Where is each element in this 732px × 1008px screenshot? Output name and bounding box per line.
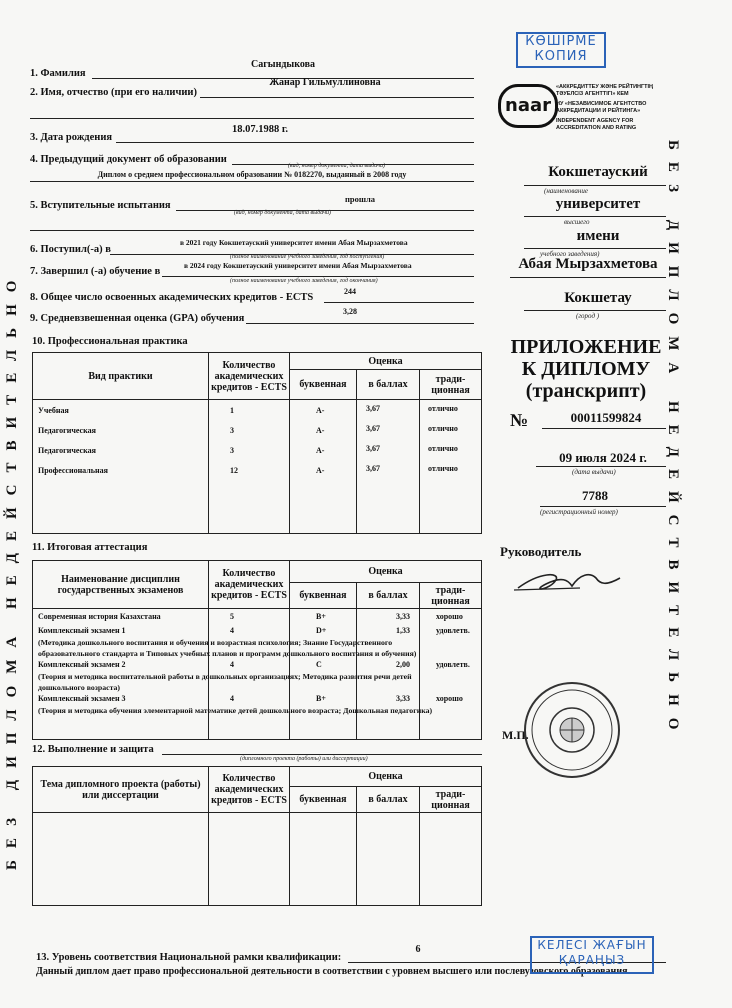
field-8-label: 8. Общее число освоенных академических кредитов - ECTS [30,292,314,303]
exam-cell-points: 3,33 [396,612,410,621]
exam-subtext: дошкольного возраста) [38,683,120,692]
exam-cell-name: Комплексный экзамен 3 [38,694,126,703]
practice-cell-points: 3,67 [366,444,380,453]
registration-number: 7788 [582,488,608,503]
title-line-2: К ДИПЛОМУ [521,358,651,380]
exam-subtext: (Методика дошкольного воспитания и обучения и возрастная психология; Знание Государственного [38,638,393,647]
title-line-3: (транскрипт) [525,380,647,402]
agency-text [556,84,668,132]
exam-cell-credits: 4 [230,626,234,635]
section-12-title: 12. Выполнение и защита [32,744,154,755]
city-hint: (город ) [576,312,600,320]
field-2-label: 2. Имя, отчество (при его наличии) [30,87,197,98]
exam-cell-credits: 4 [230,694,234,703]
field-4-hint: (вид, номер документа, дата выдачи) [288,163,386,169]
field-9-label: 9. Средневзвешенная оценка (GPA) обучения [30,313,245,324]
field-4-value: Диплом о среднем профессиональном образовании № 0182270, выданный в 2008 году [97,170,407,179]
practice-cell-letter: A- [316,446,325,455]
exam-subtext: (Теория и методика обучения элементарной математике детей дошкольного возраста; Дошкольная педагогика) [38,706,433,715]
practice-cell-trad: отлично [428,424,458,433]
practice-cell-name: Педагогическая [38,426,96,435]
exam-cell-name: Комплексный экзамен 1 [38,626,126,635]
field-5-label: 5. Вступительные испытания [30,200,171,211]
document-title [496,336,676,402]
section-10-title: 10. Профессиональная практика [32,336,188,347]
practice-cell-points: 3,67 [366,424,380,433]
practice-cell-credits: 12 [230,466,238,475]
col-traditional: тради-ционная [420,370,482,400]
practice-cell-name: Профессиональная [38,466,108,475]
col-thesis-topic: Тема дипломного проекта (работы) или диссертации [33,767,209,813]
practice-cell-trad: отлично [428,404,458,413]
col-grade: Оценка [290,353,482,370]
exam-subtext: (Теория и методика воспитательной работы в дошкольных организациях; Методика развития речи детей [38,672,412,681]
title-line-1: ПРИЛОЖЕНИЕ [510,336,662,358]
section-11-title: 11. Итоговая аттестация [32,542,148,553]
university-name-1: Кокшетауский [548,164,648,180]
col-grade: Оценка [290,767,482,787]
practice-cell-credits: 3 [230,446,234,455]
practice-cell-name: Педагогическая [38,446,96,455]
exam-cell-trad: хорошо [436,612,463,621]
field-6-value: в 2021 году Кокшетауский университет имени Абая Мырзахметова [180,238,408,247]
field-6-label: 6. Поступил(-а) в [30,244,111,255]
exam-cell-trad: удовлетв. [436,626,470,635]
copy-stamp [516,32,606,68]
exam-cell-points: 1,33 [396,626,410,635]
col-points: в баллах [357,370,420,400]
exam-cell-letter: D+ [316,626,327,635]
head-label: Руководитель [500,544,582,559]
transcript-number: 00011599824 [570,410,642,425]
exam-cell-points: 3,33 [396,694,410,703]
official-seal-icon [522,680,622,780]
practice-cell-trad: отлично [428,444,458,453]
city-name: Кокшетау [564,290,632,306]
practice-cell-credits: 1 [230,406,234,415]
stamp-line-2: КОПИЯ [534,49,588,64]
agency-line-1: «АККРЕДИТТЕУ ЖӘНЕ РЕЙТИНГТІҢ ТӘУЕЛСІЗ АГЕНТТІГІ» КЕМ [556,84,653,97]
field-6-hint: (полное наименование учебного заведения, год поступления) [230,254,385,260]
col-points: в баллах [357,787,420,813]
practice-cell-trad: отлично [428,464,458,473]
field-1-value: Сагындыкова [251,59,315,70]
section-13-value: 6 [415,944,421,955]
practice-cell-letter: A- [316,466,325,475]
exam-subtext: образовательного стандарта и Типовых учебных планов и программ дошкольного воспитания и обучения) [38,649,417,658]
col-points: в баллах [357,583,420,609]
col-grade: Оценка [290,561,482,583]
vertical-warning-left: БЕЗ ДИПЛОМА НЕДЕЙСТВИТЕЛЬНО [4,268,20,870]
exam-cell-credits: 5 [230,612,234,621]
field-7-label: 7. Завершил (-а) обучение в [30,266,161,277]
field-1-label: 1. Фамилия [30,68,86,79]
university-hint-1: (наименование [544,187,588,195]
practice-cell-name: Учебная [38,406,69,415]
field-3-label: 3. Дата рождения [30,132,113,143]
practice-cell-letter: A- [316,426,325,435]
exam-cell-trad: хорошо [436,694,463,703]
stamp-line-1: КЕЛЕСІ ЖАҒЫН [537,938,647,952]
exam-cell-name: Комплексный экзамен 2 [38,660,126,669]
field-5-value: прошла [344,194,376,204]
exam-cell-letter: B+ [316,612,326,621]
vertical-warning-right: БЕЗ ДИПЛОМА НЕДЕЙСТВИТЕЛЬНО [665,140,681,742]
field-5-hint: (вид, номер документа, дата выдачи) [234,210,332,216]
field-7-hint: (полное наименование учебного заведения, год окончания) [230,278,378,284]
exam-cell-credits: 4 [230,660,234,669]
section-13-text: Данный диплом дает право профессиональной деятельности в соответствии с уровнем высшего или послевузовского образования [36,966,628,977]
agency-line-3: INDEPENDENT AGENCY FOR ACCREDITATION AND RATING [556,118,637,131]
col-credits: Количество академических кредитов - ECTS [209,353,290,400]
field-7-value: в 2024 году Кокшетауский университет имени Абая Мырзахметова [184,261,412,270]
col-letter: буквенная [290,787,357,813]
field-8-value: 244 [344,287,356,296]
practice-cell-letter: A- [316,406,325,415]
col-credits: Количество академических кредитов - ECTS [209,561,290,609]
see-reverse-stamp [530,936,654,974]
practice-cell-points: 3,67 [366,464,380,473]
practice-table [32,352,482,534]
exam-cell-trad: удовлетв. [436,660,470,669]
section-13-label: 13. Уровень соответствия Национальной рамки квалификации: [36,952,342,963]
university-name-3: имени [576,228,620,244]
university-hint-2: высшего [564,218,590,226]
exam-cell-letter: C [316,660,322,669]
registration-hint: (регистрационный номер) [540,508,618,516]
col-letter: буквенная [290,370,357,400]
university-name-4: Абая Мырзахметова [518,256,658,272]
col-traditional: тради-ционная [420,787,482,813]
exam-cell-name: Современная история Казахстана [38,612,161,621]
col-exam-name: Наименование дисциплин государственных экзаменов [33,561,209,609]
agency-line-2: НУ «НЕЗАВИСИМОЕ АГЕНТСТВО АККРЕДИТАЦИИ И РЕЙТИНГА» [556,101,647,114]
section-12-hint: (дипломного проекта (работы) или диссертации) [240,756,368,762]
issue-date-hint: (дата выдачи) [572,468,616,476]
thesis-table [32,766,482,906]
naar-logo: naar [498,84,558,128]
field-2-value: Жанар Гильмуллиновна [269,77,381,88]
issue-date: 09 июля 2024 г. [559,450,647,465]
col-credits: Количество академических кредитов - ECTS [209,767,290,813]
signature-icon [510,566,630,596]
exam-cell-letter: B+ [316,694,326,703]
col-traditional: тради-ционная [420,583,482,609]
stamp-line-2: ҚАРАҢЫЗ [558,953,626,967]
practice-cell-points: 3,67 [366,404,380,413]
col-letter: буквенная [290,583,357,609]
field-4-label: 4. Предыдущий документ об образовании [30,154,227,165]
number-sign: № [510,410,529,430]
field-9-value: 3,28 [343,307,357,316]
field-3-value: 18.07.1988 г. [231,124,289,135]
seal-place-label: М.П. [502,728,529,742]
exam-cell-points: 2,00 [396,660,410,669]
stamp-line-1: КӨШІРМЕ [525,34,597,49]
practice-cell-credits: 3 [230,426,234,435]
col-practice-type: Вид практики [33,353,209,400]
university-hint-3: учебного заведения) [540,250,600,258]
university-name-2: университет [555,196,641,212]
